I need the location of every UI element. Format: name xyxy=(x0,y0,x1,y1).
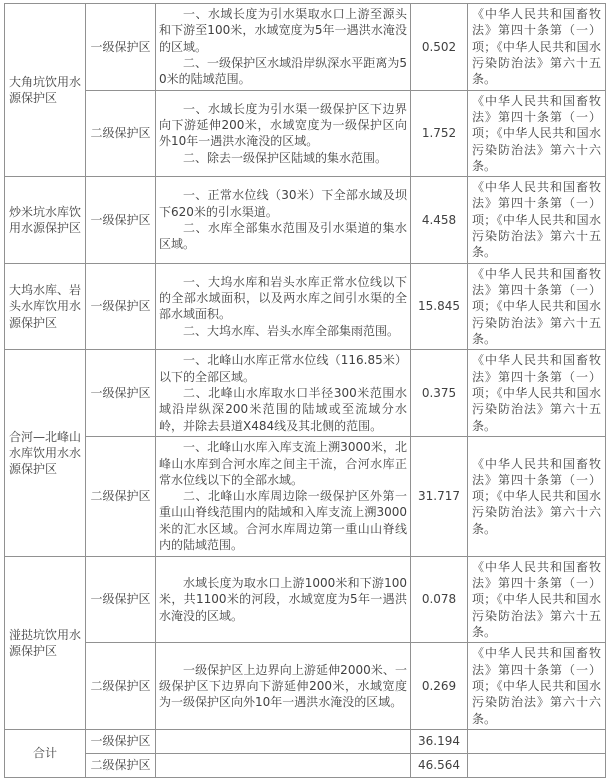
table-row xyxy=(5,177,606,264)
legal-basis-cell xyxy=(468,729,606,753)
level-cell: 一级保护区 xyxy=(86,556,156,643)
table-row xyxy=(5,436,606,556)
area-value-cell: 1.752 xyxy=(411,90,468,177)
area-value-cell: 0.269 xyxy=(411,643,468,730)
legal-basis-cell: 《中华人民共和国畜牧法》第四十条第（一）项；《中华人民共和国水污染防治法》第六十五条。 xyxy=(468,350,606,437)
desc-paragraph: 一、北峰山水库入库支流上溯3000米，北峰山水库到合河水库之间主干流，合河水库正常水位线以下的全部水域。 xyxy=(159,440,407,487)
legal-basis-cell: 《中华人民共和国畜牧法》第四十条第（一）项；《中华人民共和国水污染防治法》第六十六条。 xyxy=(468,90,606,177)
desc-paragraph: 一级保护区上边界向上游延伸2000米、一级保护区下边界向下游延伸200米，水域宽度为一级保护区向外10年一遇洪水淹没的区域。 xyxy=(159,662,407,710)
area-value-cell: 46.564 xyxy=(411,753,468,777)
level-cell: 一级保护区 xyxy=(86,177,156,264)
level-cell: 一级保护区 xyxy=(86,263,156,350)
area-value-cell: 0.078 xyxy=(411,556,468,643)
total-label-cell: 合计 xyxy=(5,729,86,777)
table-row xyxy=(5,556,606,643)
desc-cell xyxy=(156,90,411,177)
table-row xyxy=(5,263,606,350)
desc-cell xyxy=(156,4,411,91)
zone-name-cell: 湴挞坑饮用水源保护区 xyxy=(5,556,86,729)
area-value-cell: 4.458 xyxy=(411,177,468,264)
desc-paragraph: 一、水域长度为引水渠一级保护区下边界向下游延伸200米，水域宽度为一级保护区向外10年一遇洪水淹没的区域。 xyxy=(159,101,407,149)
desc-paragraph: 二、北峰山水库周边除一级保护区外第一重山山脊线范围内的陆域和入库支流上溯3000米的汇水区域。合河水库周边第一重山山脊线内的陆域范围。 xyxy=(159,489,407,553)
desc-paragraph: 水域长度为取水口上游1000米和下游100米，共1100米的河段，水域宽度为5年一遇洪水淹没的区域。 xyxy=(159,576,407,623)
area-value-cell: 36.194 xyxy=(411,729,468,753)
table-row-total xyxy=(5,753,606,777)
desc-paragraph: 二、水库全部集水范围及引水渠道的集水区域。 xyxy=(159,220,407,252)
desc-paragraph: 二、一级保护区水域沿岸纵深水平距离为50米的陆域范围。 xyxy=(159,55,407,87)
level-cell: 一级保护区 xyxy=(86,350,156,437)
desc-cell xyxy=(156,556,411,643)
level-cell: 二级保护区 xyxy=(86,90,156,177)
legal-basis-cell: 《中华人民共和国畜牧法》第四十条第（一）项；《中华人民共和国水污染防治法》第六十六条。 xyxy=(468,643,606,730)
legal-basis-cell xyxy=(468,753,606,777)
desc-paragraph: 二、除去一级保护区陆域的集水范围。 xyxy=(183,150,388,165)
legal-basis-cell: 《中华人民共和国畜牧法》第四十条第（一）项；《中华人民共和国水污染防治法》第六十五条。 xyxy=(468,263,606,350)
water-source-protection-table xyxy=(4,3,606,778)
desc-paragraph: 二、北峰山水库取水口半径300米范围水域沿岸纵深200米范围的陆域或至流域分水岭，并除去县道X484线及其北侧的范围。 xyxy=(159,385,407,433)
desc-paragraph: 二、大坞水库、岩头水库全部集雨范围。 xyxy=(183,323,400,338)
desc-cell xyxy=(156,350,411,437)
legal-basis-cell: 《中华人民共和国畜牧法》第四十条第（一）项；《中华人民共和国水污染防治法》第六十五条。 xyxy=(468,4,606,91)
desc-paragraph: 一、大坞水库和岩头水库正常水位线以下的全部水域面积，以及两水库之间引水渠的全部水域面积。 xyxy=(159,274,407,322)
desc-paragraph: 一、水域长度为引水渠取水口上游至源头和下游至100米，水域宽度为5年一遇洪水淹没的区域。 xyxy=(159,7,407,54)
level-cell: 二级保护区 xyxy=(86,643,156,730)
zone-name-cell: 炒米坑水库饮用水源保护区 xyxy=(5,177,86,264)
desc-paragraph: 一、正常水位线（30米）下全部水域及坝下620米的引水渠道。 xyxy=(159,188,407,219)
zone-name-cell: 大坞水库、岩头水库饮用水源保护区 xyxy=(5,263,86,350)
desc-cell xyxy=(156,436,411,556)
desc-cell xyxy=(156,643,411,730)
table-row xyxy=(5,90,606,177)
table-row xyxy=(5,350,606,437)
table-row xyxy=(5,4,606,91)
desc-cell xyxy=(156,177,411,264)
area-value-cell: 0.375 xyxy=(411,350,468,437)
desc-cell xyxy=(156,753,411,777)
legal-basis-cell: 《中华人民共和国畜牧法》第四十条第（一）项；《中华人民共和国水污染防治法》第六十五条。 xyxy=(468,556,606,643)
legal-basis-cell: 《中华人民共和国畜牧法》第四十条第（一）项；《中华人民共和国水污染防治法》第六十六条。 xyxy=(468,436,606,556)
desc-paragraph: 一、北峰山水库正常水位线（116.85米）以下的全部区域。 xyxy=(159,353,407,384)
level-cell: 二级保护区 xyxy=(86,753,156,777)
table-row-total xyxy=(5,729,606,753)
desc-cell xyxy=(156,729,411,753)
level-cell: 一级保护区 xyxy=(86,4,156,91)
area-value-cell: 0.502 xyxy=(411,4,468,91)
zone-name-cell: 合河—北峰山水库饮用水水源保护区 xyxy=(5,350,86,557)
table-row xyxy=(5,643,606,730)
level-cell: 二级保护区 xyxy=(86,436,156,556)
desc-cell xyxy=(156,263,411,350)
area-value-cell: 15.845 xyxy=(411,263,468,350)
zone-name-cell: 大角坑饮用水源保护区 xyxy=(5,4,86,177)
level-cell: 一级保护区 xyxy=(86,729,156,753)
legal-basis-cell: 《中华人民共和国畜牧法》第四十条第（一）项；《中华人民共和国水污染防治法》第六十五条。 xyxy=(468,177,606,264)
area-value-cell: 31.717 xyxy=(411,436,468,556)
